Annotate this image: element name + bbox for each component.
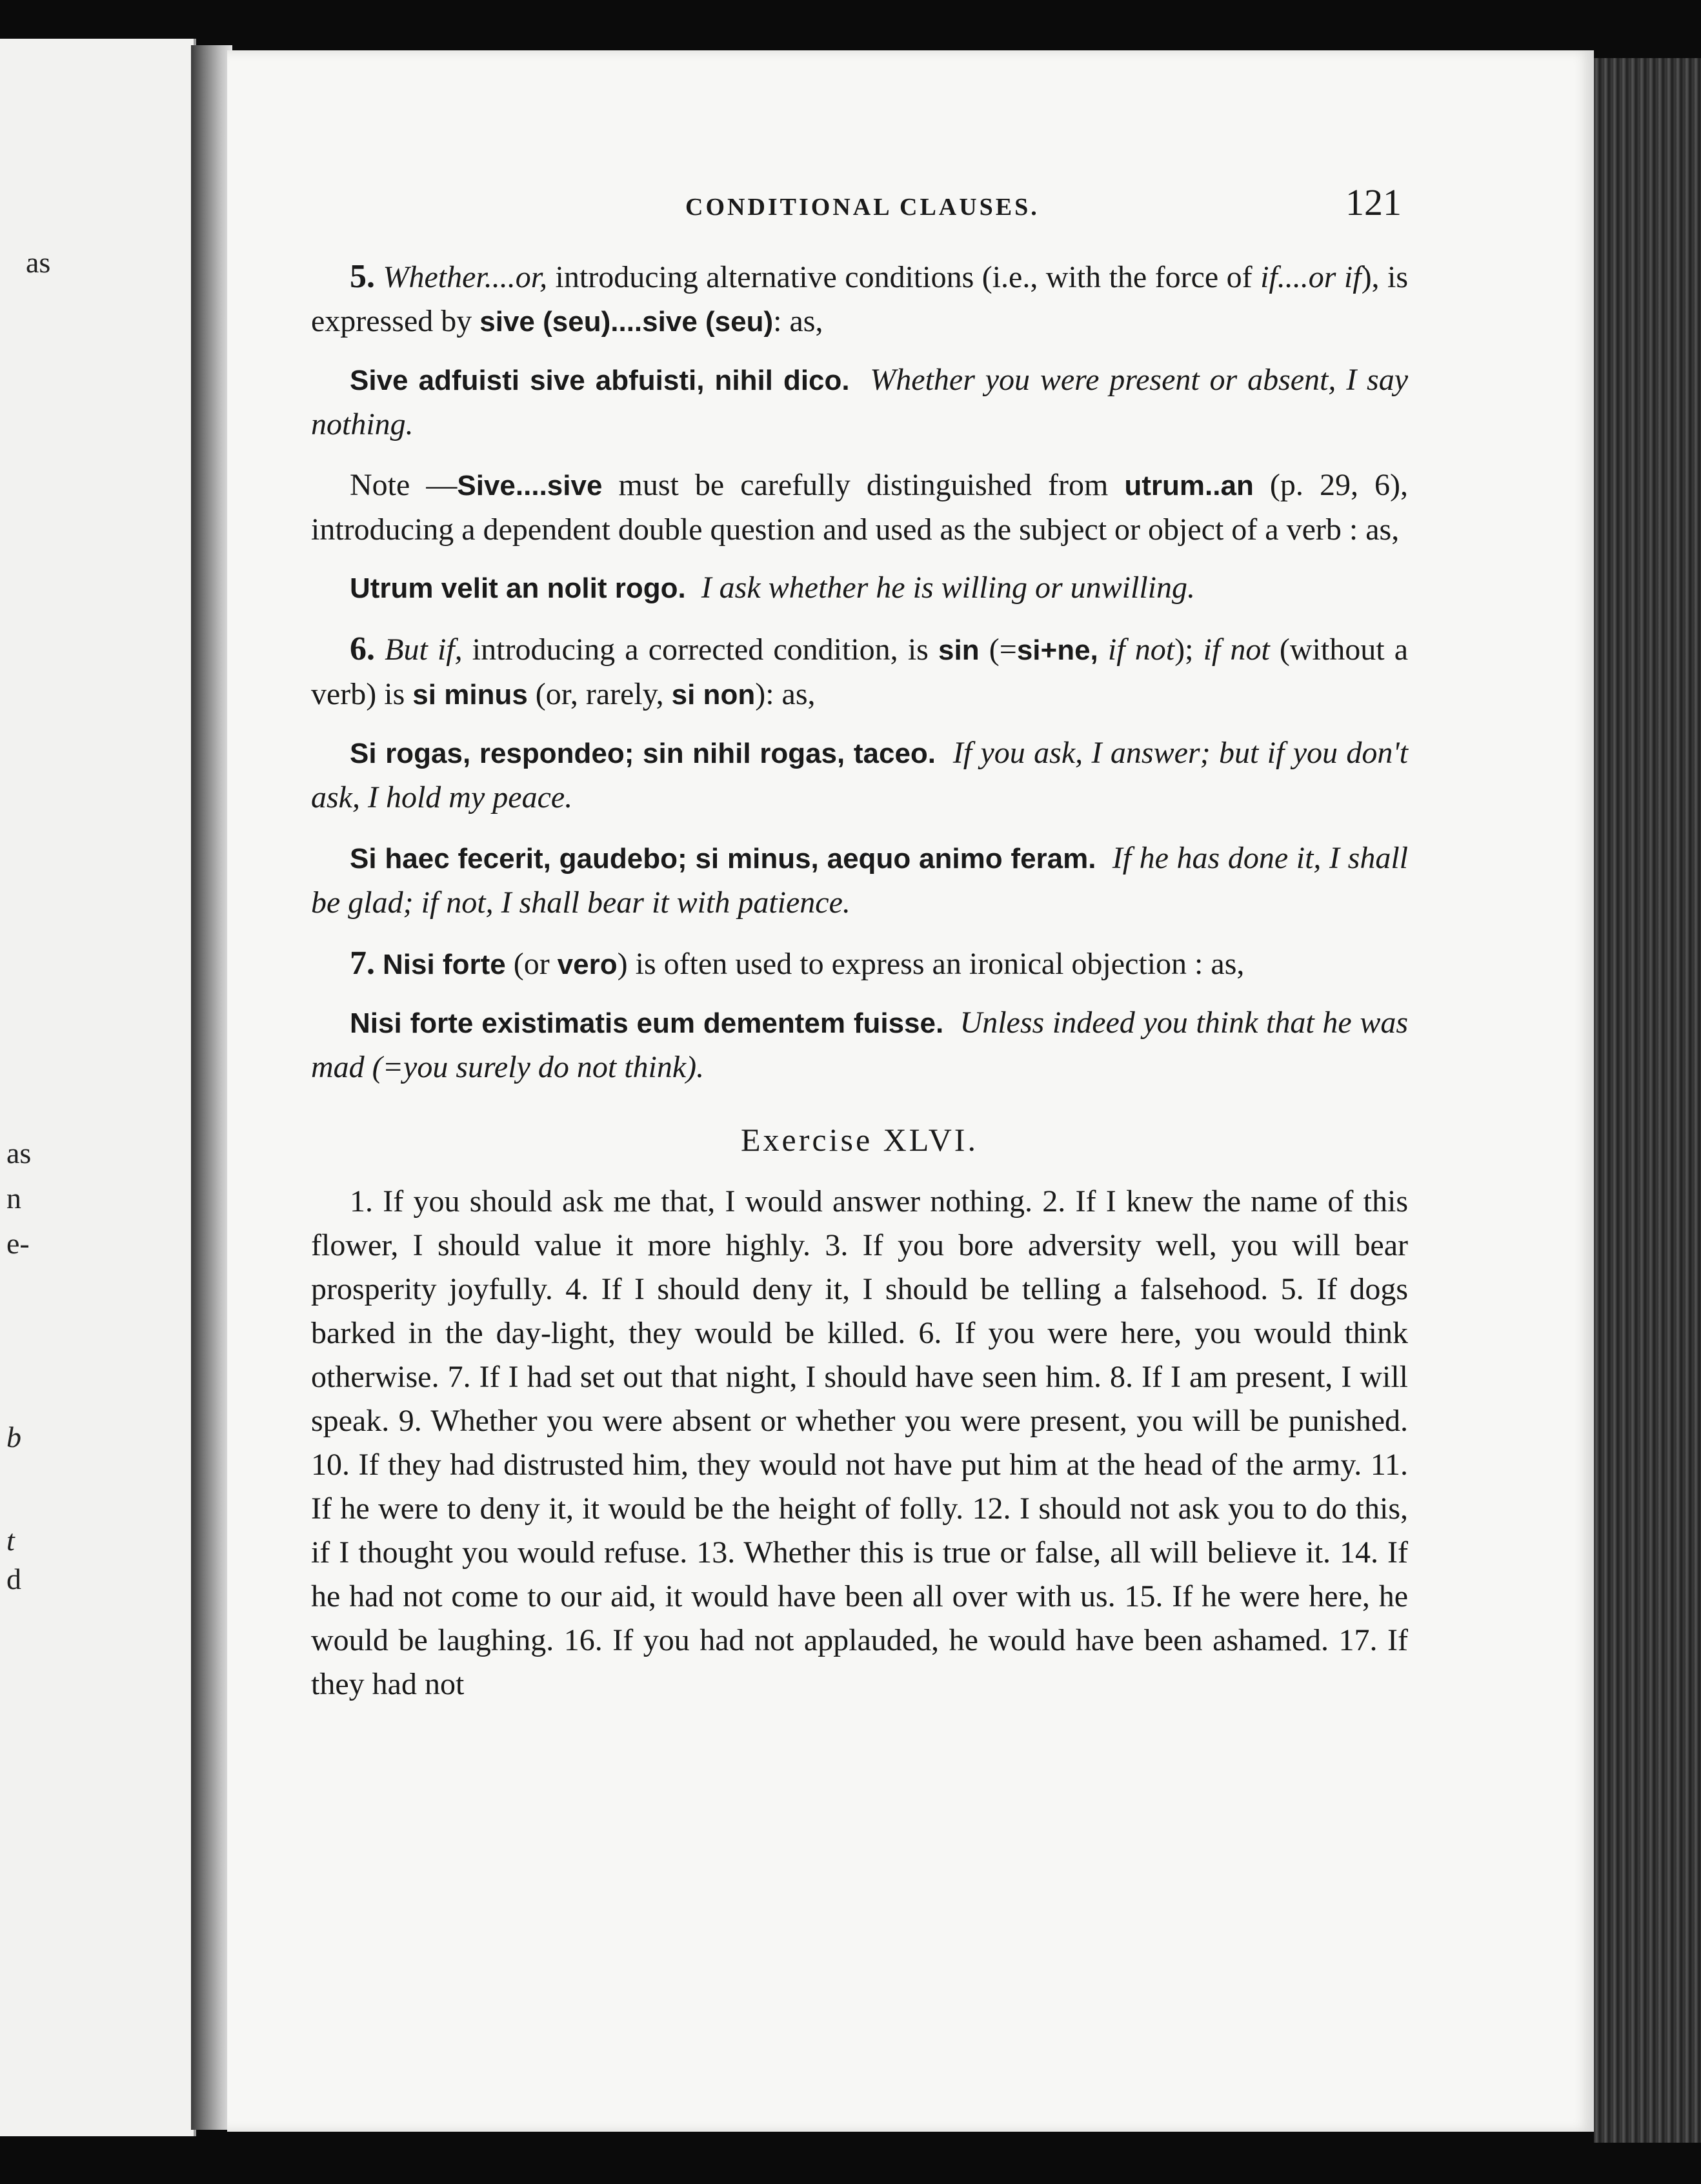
left-fragment: n <box>6 1182 21 1215</box>
example: Utrum velit an nolit rogo. I ask whether he is willing or unwilling. <box>350 571 1196 605</box>
exercise-heading: Exercise XLVI. <box>741 1122 978 1158</box>
left-fragment: t <box>6 1524 15 1557</box>
note: Note —Sive....sive must be carefully distinguished from utrum..an (p. 29, 6), introducing a dependent double question and used as the subject or object of a verb : as, <box>311 468 1408 547</box>
left-fragment: as <box>26 246 51 279</box>
left-fragment: d <box>6 1562 21 1595</box>
section-number: 7. <box>350 945 375 982</box>
left-fragment: e- <box>6 1227 30 1260</box>
left-fragment: b <box>6 1421 21 1453</box>
section-7: 7. Nisi forte (or vero) is often used to express an ironical objection : as, <box>350 945 1245 982</box>
example: Si rogas, respondeo; sin nihil rogas, taceo. If you ask, I answer; but if you don't ask, I hold my peace. <box>311 736 1409 814</box>
example: Sive adfuisti sive abfuisti, nihil dico. Whether you were present or absent, I say nothing. <box>311 363 1409 441</box>
left-page <box>0 39 196 2136</box>
section-6: 6. But if, introducing a corrected condition, is sin (=si+ne, if not); if not (without a verb) is si minus (or, rarely, si non): as, <box>311 631 1409 711</box>
section-number: 5. <box>350 258 375 295</box>
exercise-text: 1. If you should ask me that, I would answer nothing. 2. If I knew the name of this flower, I should value it more highly. 3. If you bore adversity well, you will bear prosperity joyfully. 4. If I should deny it, I should be telling a falsehood. 5. If dogs barked in the day-light, they would be killed. 6. If you were here, you would think otherwise. 7. If I had set out that night, I should have seen him. 8. If I am present, I will speak. 9. Whether you were absent or whether you were present, you will be punished. 10. If they had distrusted him, they would not have put him at the head of the army. 11. If he were to deny it, it would be the height of folly. 12. I should not ask you to do this, if I thought you would refuse. 13. Whether this is true or false, all will believe it. 14. If he had not come to our aid, it would have been all over with us. 15. If he were here, he would be laughing. 16. If you had not applauded, he would have been ashamed. 17. If they had not <box>311 1184 1408 1701</box>
running-header <box>685 181 1402 229</box>
section-number: 6. <box>350 631 375 667</box>
example: Si haec fecerit, gaudebo; si minus, aequo animo feram. If he has done it, I shall be glad; if not, I shall bear it with patience. <box>311 841 1408 920</box>
running-title: CONDITIONAL CLAUSES. <box>685 194 1040 221</box>
page-edges <box>1594 58 1701 2143</box>
example: Nisi forte existimatis eum dementem fuisse. Unless indeed you think that he was mad (=you surely do not think). <box>311 1006 1409 1084</box>
page-content <box>311 181 1408 1706</box>
book-gutter <box>191 45 232 2130</box>
page-number: 121 <box>1345 181 1402 223</box>
section-5: 5. Whether....or, introducing alternative conditions (i.e., with the force of if....or if), is expressed by sive (seu)....sive (seu): as, <box>311 258 1409 338</box>
left-fragment: as <box>6 1137 32 1169</box>
